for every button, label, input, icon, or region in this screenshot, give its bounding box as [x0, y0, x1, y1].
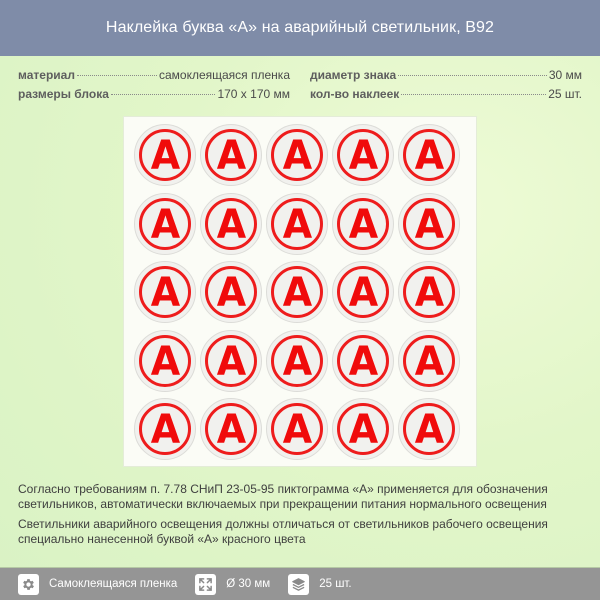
sticker — [134, 261, 196, 323]
sticker — [266, 261, 328, 323]
sticker — [332, 124, 394, 186]
spec-label: материал — [18, 68, 75, 82]
sticker-letter: А — [414, 407, 444, 453]
sticker — [332, 261, 394, 323]
expand-icon — [195, 574, 216, 595]
sticker — [266, 330, 328, 392]
sticker-letter: А — [348, 201, 378, 248]
sticker — [398, 261, 460, 323]
footer-label: Ø 30 мм — [226, 578, 271, 590]
sticker-letter: А — [150, 338, 180, 385]
sticker-ring — [271, 266, 323, 318]
sticker-ring — [271, 335, 323, 387]
footer-item-material — [18, 574, 177, 595]
sticker-letter: А — [282, 407, 312, 453]
sticker — [332, 398, 394, 460]
sticker-letter: А — [414, 338, 444, 385]
dot-leader — [401, 94, 546, 95]
sticker — [200, 193, 262, 255]
spec-diameter — [310, 68, 582, 86]
spec-label: размеры блока — [18, 87, 109, 101]
sticker — [332, 193, 394, 255]
sticker-ring — [271, 129, 323, 181]
sticker-ring — [205, 403, 257, 455]
spec-list — [0, 66, 600, 106]
sticker-letter: А — [348, 270, 378, 316]
sticker — [134, 124, 196, 186]
sticker-letter: А — [348, 338, 378, 385]
sticker-sheet — [123, 116, 477, 467]
sticker-ring — [205, 129, 257, 181]
sticker-letter: А — [348, 133, 378, 179]
sticker-ring — [139, 335, 191, 387]
sticker — [266, 193, 328, 255]
sticker-ring — [337, 403, 389, 455]
sticker-ring — [205, 198, 257, 250]
description — [18, 482, 588, 552]
sticker — [134, 398, 196, 460]
sticker-letter: А — [282, 270, 312, 316]
page-header — [0, 0, 600, 56]
sticker-ring — [337, 266, 389, 318]
sticker-ring — [337, 198, 389, 250]
sticker-letter: А — [216, 338, 246, 385]
sticker — [134, 193, 196, 255]
sticker-letter: А — [282, 201, 312, 248]
description-paragraph: Согласно требованиям п. 7.78 СНиП 23-05-95 пиктограмма «А» применяется для обозначения светильников, автоматически включаемых при прекращении питания нормального освещения — [18, 482, 548, 511]
footer-item-diameter — [195, 574, 270, 595]
spec-label: кол-во наклеек — [310, 87, 400, 101]
sticker-ring — [139, 403, 191, 455]
sticker — [200, 398, 262, 460]
spec-quantity — [310, 87, 582, 105]
sticker-letter: А — [216, 407, 246, 453]
footer-label: 25 шт. — [319, 578, 352, 590]
sticker-letter: А — [150, 270, 180, 316]
sticker — [200, 330, 262, 392]
sticker-letter: А — [150, 407, 180, 453]
sticker — [398, 124, 460, 186]
sticker-letter: А — [348, 407, 378, 453]
spec-label: диаметр знака — [310, 68, 397, 82]
spec-value: 30 мм — [548, 68, 582, 82]
sticker-ring — [139, 198, 191, 250]
sticker-letter: А — [150, 133, 180, 179]
footer-label: Самоклеящаяся пленка — [49, 578, 178, 590]
sticker-letter: А — [282, 338, 312, 385]
sticker-letter: А — [414, 201, 444, 248]
spec-value: 170 х 170 мм — [217, 87, 290, 101]
sticker-ring — [271, 403, 323, 455]
footer-item-quantity — [288, 574, 351, 595]
spec-block-size — [18, 87, 290, 105]
sticker — [398, 330, 460, 392]
sticker-ring — [337, 129, 389, 181]
sticker — [200, 261, 262, 323]
spec-value: 25 шт. — [548, 87, 582, 101]
spec-value: самоклеящаяся пленка — [158, 68, 290, 82]
dot-leader — [398, 75, 547, 76]
sticker-ring — [205, 335, 257, 387]
sticker-letter: А — [216, 270, 246, 316]
dot-leader — [111, 94, 216, 95]
sticker-letter: А — [216, 201, 246, 248]
layers-icon — [288, 574, 309, 595]
sticker — [200, 124, 262, 186]
sticker-ring — [205, 266, 257, 318]
sticker-letter: А — [216, 133, 246, 179]
sticker-ring — [403, 266, 455, 318]
sticker-ring — [139, 266, 191, 318]
sticker — [134, 330, 196, 392]
sticker — [266, 398, 328, 460]
page-title: Наклейка буква «А» на аварийный светильник, B92 — [105, 19, 495, 36]
sticker-ring — [139, 129, 191, 181]
description-paragraph: Светильники аварийного освещения должны отличаться от светильников рабочего освещения специально нанесенной буквой «А» красного цвета — [18, 517, 548, 546]
sticker-letter: А — [282, 133, 312, 179]
sticker-ring — [403, 403, 455, 455]
sticker-ring — [403, 335, 455, 387]
sticker-letter: А — [414, 270, 444, 316]
sticker — [266, 124, 328, 186]
sticker-ring — [403, 129, 455, 181]
sticker-ring — [403, 198, 455, 250]
dot-leader — [77, 75, 157, 76]
gear-icon — [18, 574, 39, 595]
sticker-letter: А — [414, 133, 444, 179]
sticker — [398, 193, 460, 255]
sticker-ring — [337, 335, 389, 387]
sticker — [332, 330, 394, 392]
sticker-grid — [132, 123, 462, 466]
sticker-ring — [271, 198, 323, 250]
spec-material — [18, 68, 290, 86]
sticker — [398, 398, 460, 460]
sticker-letter: А — [150, 201, 180, 248]
footer-bar — [0, 567, 600, 600]
